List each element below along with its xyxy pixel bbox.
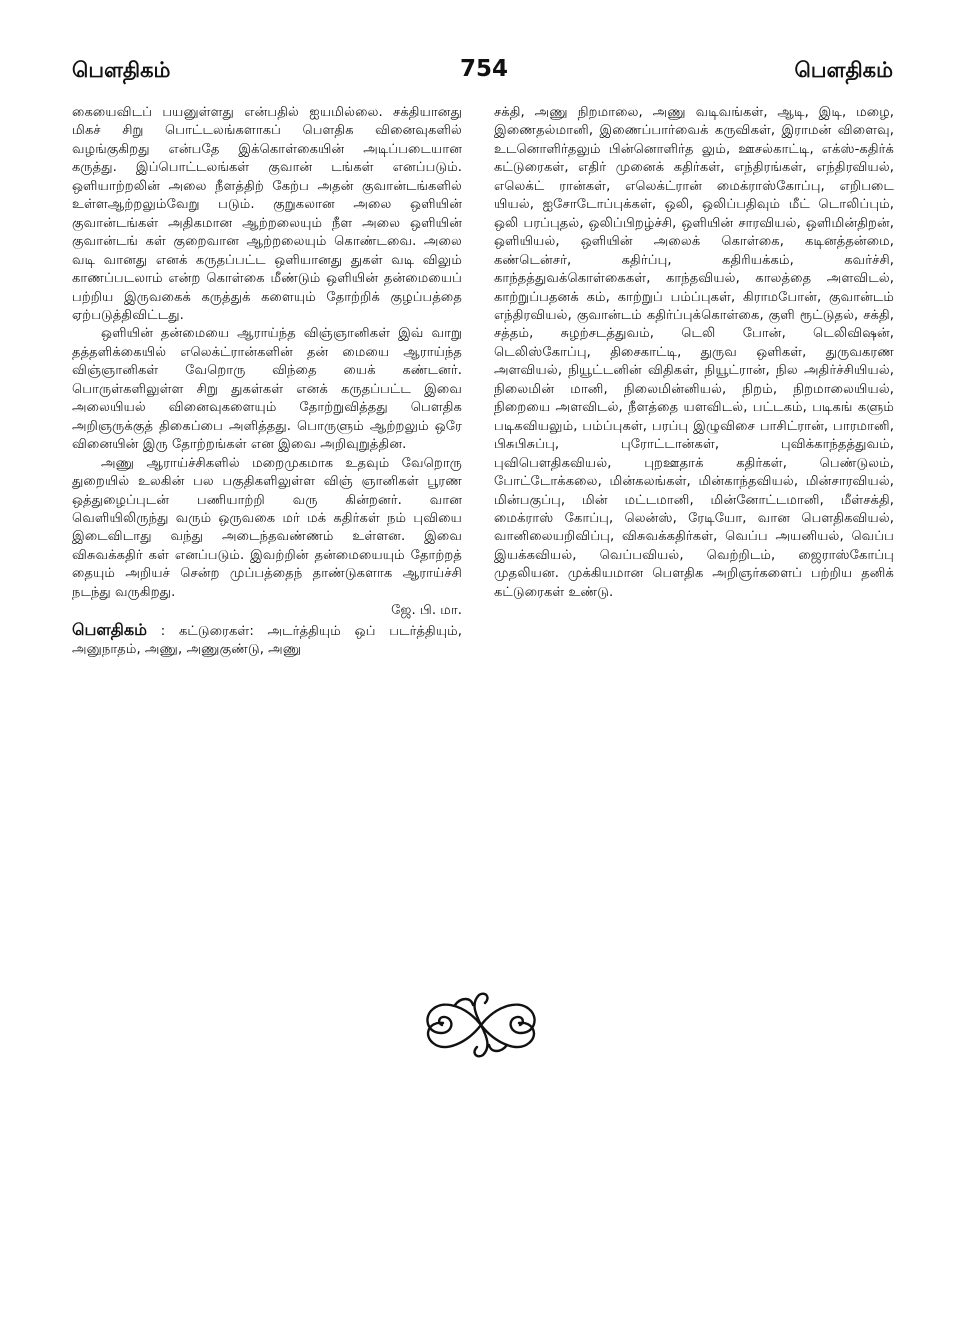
right-column	[494, 104, 894, 602]
header-left-title: பௌதிகம்	[72, 58, 171, 82]
left-column	[72, 104, 462, 660]
see-also-entry	[72, 621, 462, 660]
entry-text: : கட்டுரைகள்: அடர்த்தியும் ஒப் படர்த்தியும், அனுநாதம், அணு, அணுகுண்டு, அணு	[72, 623, 462, 658]
header-right-title: பௌதிகம்	[794, 58, 893, 82]
paragraph-cosmic-rays: அணு ஆராய்ச்சிகளில் மறைமுகமாக உதவும் வேறொரு துறையில் உலகின் பல பகுதிகளிலுள்ள விஞ் ஞானிகள் பூரண ஒத்துழைப்புடன் பணியாற்றி வரு கின்றனர். வான வெளியிலிருந்து வரும் ஒருவகை மர் மக் கதிர்கள் நம் புவியை இடைவிடாது வந்து அடைந்தவண்ணம் உள்ளன. இவை விசுவக்கதிர் கள் எனப்படும். இவற்றின் தன்மையையும் தோற்றத் தையும் அறியச் சென்ற முப்பத்தைந் தாண்டுகளாக ஆராய்ச்சி நடந்து வருகிறது.	[72, 455, 462, 600]
related-articles-list: சக்தி, அணு நிறமாலை, அணு வடிவங்கள், ஆடி, இடி, மழை, இணைதல்மானி, இணைப்பார்வைக் கருவிகள், இராமன் விளைவு, உடனொளிர்தலும் பின்னொளிர்த லும், ஊசல்காட்டி, எக்ஸ்-கதிர்க் கட்டுரைகள், எதிர் முனைக் கதிர்கள், எந்திரங்கள், எந்திரவியல், எலெக்ட் ரான்கள், எலெக்ட்ரான் மைக்ராஸ்கோப்பு, எறிபடை யியல், ஐசோடோப்புக்கள், ஒலி, ஒலிப்பதிவும் மீட் டொலிப்பும், ஒலி பரப்புதல், ஒலிப்பிறழ்ச்சி, ஒளியின் சாரவியல், ஒளிமின்திறன், ஒளியியல், ஒளியின் அலைக் கொள்கை, கடினத்தன்மை, கண்டென்சர், கதிர்ப்பு, கதிரியக்கம், கவர்ச்சி, காந்தத்துவக்கொள்கைகள், காந்தவியல், காலத்தை அளவிடல், காற்றுப்பதனக் கம், காற்றுப் பம்ப்புகள், கிராமபோன், குவான்டம் எந்திரவியல், குவான்டம் கதிர்ப்புக்கொள்கை, குளி ரூட்டுதல், சக்தி, சத்தம், சுழற்சடத்துவம், டெலி போன், டெலிவிஷன், டெலிஸ்கோப்பு, திசைகாட்டி, துருவ ஒளிகள், துருவகரண அளவியல், நியூட்டனின் விதிகள், நியூட்ரான், நில அதிர்ச்சியியல், நிலைமின் மானி, நிலைமின்னியல், நிறம், நிறமாலையியல், நிறையை அளவிடல், நீளத்தை யளவிடல், பட்டகம், படிகங் களும் படிகவியலும், பம்ப்புகள், பரப்பு இழுவிசை பாசிட்ரான், பாரமானி, பிசுபிசுப்பு, புரோட்டான்கள், புவிக்காந்தத்துவம், புவிபௌதிகவியல், புறஊதாக் கதிர்கள், பெண்டுலம், போட்டோக்கலை, மின்கலங்கள், மின்காந்தவியல், மின்சாரவியல், மின்பகுப்பு, மின் மட்டமானி, மின்னோட்டமானி, மீள்சக்தி, மைக்ராஸ் கோப்பு, லென்ஸ், ரேடியோ, வான பௌதிகவியல், வானிலையறிவிப்பு, விசுவக்கதிர்கள், வெப்ப அயனியல், வெப்ப இயக்கவியல், வெப்பவியல், வெற்றிடம், ஜைராஸ்கோப்பு முதலியன. முக்கியமான பௌதிக அறிஞர்களைப் பற்றிய தனிக் கட்டுரைகள் உண்டு.	[494, 105, 894, 600]
author-signature: ஜே. பி. மா.	[391, 603, 462, 619]
floral-scroll-ornament-icon	[415, 985, 547, 1065]
paragraph-quantum: கையைவிடப் பயனுள்ளது என்பதில் ஐயமில்லை. சக்தியானது மிகச் சிறு பொட்டலங்களாகப் பௌதிக வினைவுகளில் வழங்குகிறது என்பதே இக்கொள்கையின் அடிப்படையான கருத்து. இப்பொட்டலங்கள் குவான் டங்கள் எனப்படும். ஒளியாற்றலின் அலை நீளத்திற் கேற்ப அதன் குவான்டங்களில் உள்ளஆற்றலும்வேறு படும். குறுகலான அலை ஒளியின் குவான்டங்கள் அதிகமான ஆற்றலையும் நீள அலை ஒளியின் குவான்டங் கள் குறைவான ஆற்றலையும் கொண்டவை. அலை வடி வானது எனக் கருதப்பட்ட ஒளியானது துகள் வடி விலும் காணப்படலாம் என்ற கொள்கை மீண்டும் ஒளியின் தன்மையைப் பற்றிய இருவகைக் கருத்துக் களையும் தோற்றிக் குழப்பத்தை ஏற்படுத்திவிட்டது.	[72, 105, 462, 323]
entry-heading: பௌதிகம்	[72, 619, 148, 639]
paragraph-electron: ஒளியின் தன்மையை ஆராய்ந்த விஞ்ஞானிகள் இவ் வாறு தத்தளிக்கையில் எலெக்ட்ரான்களின் தன் மையை ஆராய்ந்த விஞ்ஞானிகள் வேறொரு விந்தை யைக் கண்டனர். பொருள்களிலுள்ள சிறு துகள்கள் எனக் கருதப்பட்ட இவை அலையியல் வினைவுகளையும் தோற்றுவித்தது பௌதிக அறிஞருக்குத் திகைப்பை அளித்தது. பொருளும் ஆற்றலும் ஒரே வினையின் இரு தோற்றங்கள் என இவை அறிவுறுத்தின.	[72, 326, 462, 453]
page-number: 754	[460, 56, 509, 82]
